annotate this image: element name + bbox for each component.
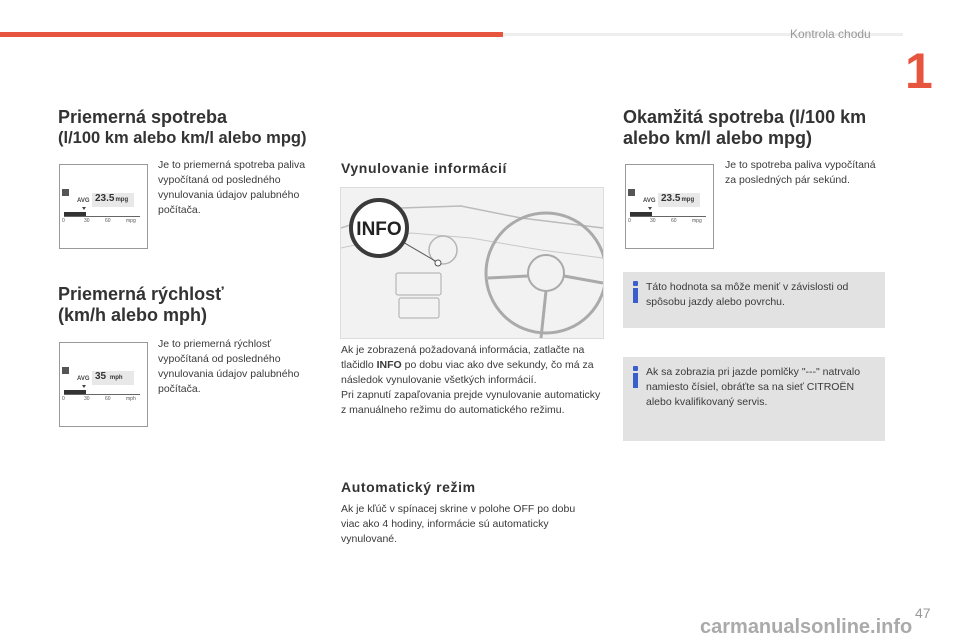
chapter-number: 1 [905,43,933,99]
auto-mode-heading: Automatický režim [341,479,476,495]
display-value [95,371,123,382]
scale-marker [648,207,652,210]
reset-paragraph-2: Pri zapnutí zapaľovania prejde vynulovanie automaticky z manuálneho režimu do automatického režimu. [341,389,601,416]
info-note-text: Ak sa zobrazia pri jazde pomlčky "---" natrvalo namiesto čísiel, obráťte sa na sieť CITROËN alebo kvalifikovaný servis. [646,366,861,408]
heading-line: (km/h alebo mph) [58,305,208,325]
dashboard-illustration [340,187,604,339]
heading-line: Priemerná rýchlosť [58,284,224,304]
reset-heading: Vynulovanie informácií [341,160,507,176]
value-number: 35 [95,371,107,382]
scale-marker [82,385,86,388]
info-icon [633,281,638,303]
info-note-2 [623,357,885,441]
heading-line: Okamžitá spotreba (l/100 km [623,107,867,127]
info-icon [633,366,638,388]
tick-label: 0 [628,218,631,224]
avg-speed-description: Je to priemerná rýchlosť vypočítaná od posledného vynulovania údajov palubného počítača. [158,338,300,395]
tick-label: 60 [105,218,111,224]
section-title: Kontrola chodu [790,27,871,41]
reset-text-part: Ak je zobrazená požadovaná informácia, zatlačte na tlačidlo [341,344,585,371]
avg-label: AVG [77,376,90,382]
tick-label: 30 [84,396,90,402]
tick-label: 30 [650,218,656,224]
warning-icon [62,189,69,196]
scale-fill [64,390,86,394]
instant-consumption-display [625,164,714,249]
avg-speed-heading [58,284,328,326]
info-note-text: Táto hodnota sa môže meniť v závislosti od spôsobu jazdy alebo povrchu. [646,281,849,308]
tick-label: mpg [126,218,136,224]
reset-paragraph-1 [341,343,603,388]
avg-label: AVG [77,198,90,204]
avg-speed-display [59,342,148,427]
tick-label: mpg [692,218,702,224]
instant-consumption-description: Je to spotreba paliva vypočítaná za posledných pár sekúnd. [725,159,876,186]
tick-label: 60 [105,396,111,402]
reset-text [341,343,603,418]
info-note-1 [623,272,885,328]
auto-mode-text: Ak je kľúč v spínacej skrine v polohe OFF po dobu viac ako 4 hodiny, informácie sú automaticky vynulované. [341,503,576,545]
scale-marker [82,207,86,210]
scale-fill [630,212,652,216]
header-accent-bar [0,32,503,37]
value-number: 23.5 [661,193,681,204]
instant-consumption-heading [623,107,903,149]
tick-label: 0 [62,396,65,402]
warning-icon [62,367,69,374]
watermark: carmanualsonline.info [700,616,913,638]
dashboard-drawing [341,188,603,338]
value-number: 23.5 [95,193,115,204]
heading-line: alebo km/l alebo mpg) [623,128,813,148]
value-unit: mpg [681,197,695,203]
heading-line: Priemerná spotreba [58,107,228,127]
page-number: 47 [915,605,931,621]
value-unit: mpg [115,197,129,203]
info-keyword: INFO [376,359,402,371]
avg-label: AVG [643,198,656,204]
info-button-label: INFO [356,219,402,240]
tick-label: mph [126,396,136,402]
reset-text-part: po dobu viac ako dve sekundy, čo má za následok vynulovanie všetkých informácií. [341,359,594,386]
tick-label: 0 [62,218,65,224]
warning-icon [628,189,635,196]
scale-fill [64,212,86,216]
avg-consumption-description: Je to priemerná spotreba paliva vypočítaná od posledného vynulovania údajov palubného počítača. [158,159,306,216]
avg-consumption-heading [58,107,328,149]
display-value [661,193,694,204]
tick-label: 30 [84,218,90,224]
display-value [95,193,128,204]
tick-label: 60 [671,218,677,224]
avg-consumption-display [59,164,148,249]
value-unit: mph [109,375,123,381]
heading-line: (l/100 km alebo km/l alebo mpg) [58,129,307,147]
